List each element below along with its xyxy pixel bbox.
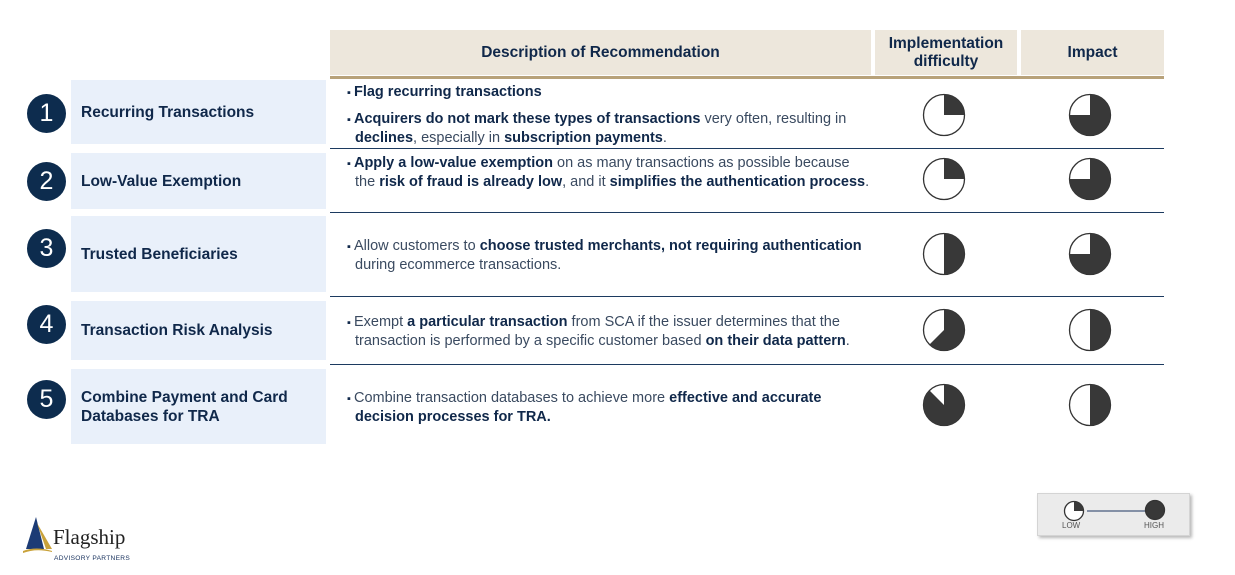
row-number-1	[27, 94, 66, 133]
description-bullet	[347, 83, 872, 102]
header-implementation	[875, 30, 1017, 75]
difficulty-pie-1	[922, 93, 966, 137]
description-emphasis: a particular transaction	[407, 314, 568, 330]
row-title-1-text: Recurring Transactions	[81, 103, 255, 121]
row-separator	[330, 296, 1164, 297]
description-emphasis: simplifies the authentication process	[609, 174, 866, 190]
description-text: , and it	[562, 174, 610, 190]
header-description	[330, 30, 871, 75]
pie-fill	[1090, 385, 1110, 426]
description-text: .	[845, 333, 850, 349]
header-rule	[330, 76, 1164, 79]
description-emphasis: Apply a low-value exemption	[353, 155, 553, 171]
row-title-2-text: Low-Value Exemption	[81, 172, 242, 190]
difficulty-pie-2	[922, 157, 966, 201]
header-implementation-text: Implementation difficulty	[888, 34, 1004, 70]
impact-pie-5	[1068, 383, 1112, 427]
row-number-1-text: 1	[39, 99, 54, 127]
row-title-2	[71, 153, 326, 209]
description-text: .	[662, 130, 667, 146]
row-number-5	[27, 380, 66, 419]
row-number-4	[27, 305, 66, 344]
description-emphasis: Flag recurring transactions	[353, 84, 542, 100]
row-title-5	[71, 369, 326, 444]
description-text: from SCA if the issuer determines that the transaction is performed by a specific customer based	[355, 314, 840, 349]
legend-box	[1037, 493, 1190, 536]
row-desc-3	[347, 237, 872, 274]
description-emphasis: subscription payments	[504, 130, 663, 146]
description-text: during ecommerce transactions.	[355, 257, 562, 273]
description-bullet	[347, 237, 872, 274]
description-emphasis: effective and accurate decision processes for TRA.	[355, 390, 822, 425]
difficulty-pie-3	[922, 232, 966, 276]
row-separator	[330, 212, 1164, 213]
description-bullet	[347, 110, 872, 147]
description-text: Exempt	[353, 314, 408, 330]
description-bullet	[347, 313, 872, 350]
row-number-2	[27, 162, 66, 201]
row-separator	[330, 364, 1164, 365]
difficulty-pie-4	[922, 308, 966, 352]
row-title-3	[71, 216, 326, 292]
flagship-logo	[22, 515, 152, 567]
description-text: .	[865, 174, 870, 190]
description-bullet	[347, 154, 872, 191]
row-title-1	[71, 80, 326, 144]
description-emphasis: risk of fraud is already low	[379, 174, 563, 190]
row-number-4-text: 4	[39, 310, 54, 338]
legend-low-label: LOW	[1062, 521, 1081, 530]
row-separator	[330, 148, 1164, 149]
description-text: Combine transaction databases to achieve more	[353, 390, 670, 406]
row-desc-5	[347, 389, 872, 426]
description-text: very often, resulting in	[700, 111, 847, 127]
description-emphasis: declines	[355, 130, 414, 146]
pie-fill	[944, 234, 964, 275]
legend-high-label: HIGH	[1144, 521, 1164, 530]
row-number-5-text: 5	[39, 385, 54, 413]
pie-fill	[1074, 502, 1084, 512]
header-impact-text: Impact	[1067, 43, 1118, 61]
legend-low-icon	[1063, 500, 1085, 522]
pie-outline	[1146, 501, 1165, 520]
row-number-3	[27, 229, 66, 268]
sail-logo-icon	[22, 515, 54, 555]
row-title-4	[71, 301, 326, 360]
row-title-4-text: Transaction Risk Analysis	[81, 322, 273, 339]
description-text: Allow customers to	[353, 238, 480, 254]
impact-pie-3	[1068, 232, 1112, 276]
pie-fill	[1090, 310, 1110, 351]
impact-pie-4	[1068, 308, 1112, 352]
description-emphasis: Acquirers do not mark these types of transactions	[353, 111, 701, 127]
impact-pie-2	[1068, 157, 1112, 201]
difficulty-pie-5	[922, 383, 966, 427]
row-desc-4	[347, 313, 872, 350]
legend-high-icon	[1144, 499, 1166, 521]
logo-name: Flagship	[53, 525, 126, 549]
row-title-3-text: Trusted Beneficiaries	[81, 245, 238, 263]
row-number-3-text: 3	[39, 234, 54, 262]
row-title-5-text: Combine Payment and Card Databases for TRA	[81, 388, 288, 425]
description-emphasis: choose trusted merchants, not requiring authentication	[479, 238, 862, 254]
row-number-2-text: 2	[39, 167, 54, 195]
impact-pie-1	[1068, 93, 1112, 137]
row-desc-2	[347, 154, 872, 191]
description-text: on as many transactions as possible because the	[355, 155, 850, 190]
description-bullet	[347, 389, 872, 426]
pie-fill	[944, 95, 965, 116]
header-description-text: Description of Recommendation	[481, 43, 720, 61]
pie-fill	[944, 159, 965, 180]
header-impact	[1021, 30, 1164, 75]
row-desc-1	[347, 83, 872, 147]
logo-subtitle: ADVISORY PARTNERS	[54, 555, 131, 562]
description-text: , especially in	[413, 130, 505, 146]
description-emphasis: on their data pattern	[705, 333, 846, 349]
